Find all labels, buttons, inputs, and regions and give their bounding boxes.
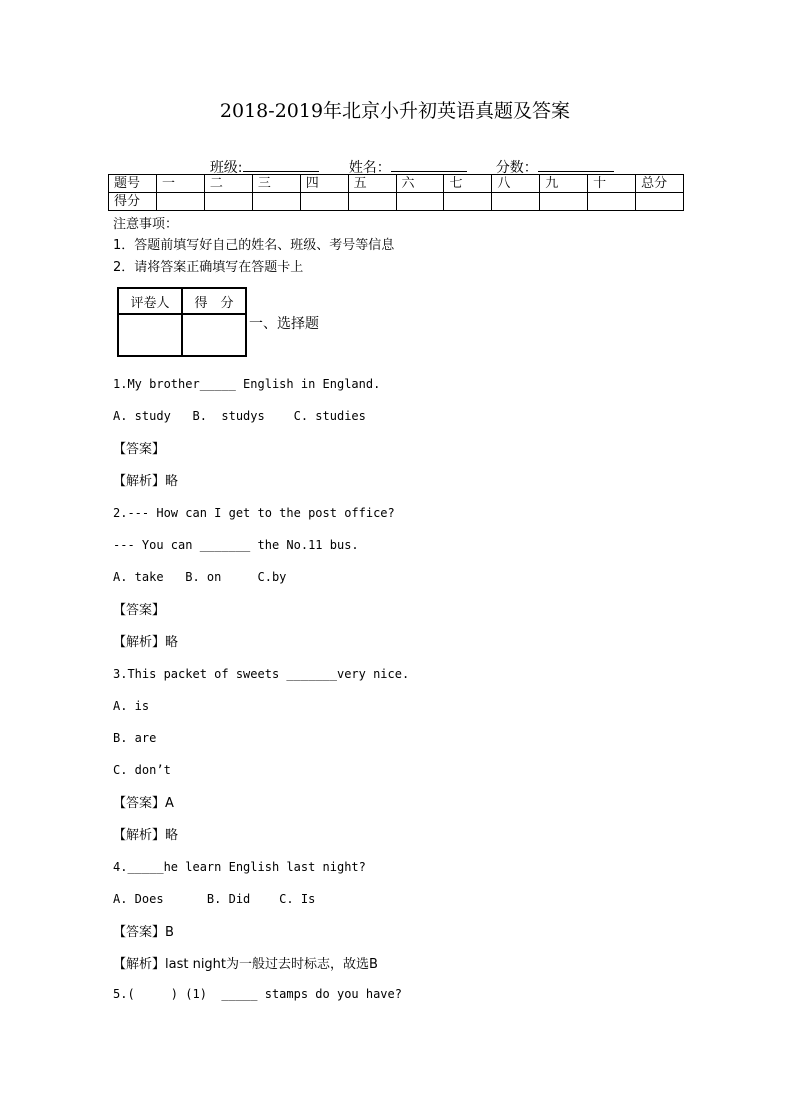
score-table-cell: 七 [444, 175, 492, 193]
answer-line: 【答案】 [113, 442, 166, 457]
grader-cell [182, 314, 246, 356]
question-text: 4._____he learn English last night? [113, 860, 366, 874]
score-table-cell: 十 [588, 175, 636, 193]
score-table-cell: 五 [348, 175, 396, 193]
question-text: --- You can _______ the No.11 bus. [113, 538, 359, 552]
score-table-empty-cell [252, 193, 300, 211]
score-table-cell: 总分 [636, 175, 684, 193]
score-table-empty-cell [396, 193, 444, 211]
notes-item: 1．答题前填写好自己的姓名、班级、考号等信息 [113, 238, 395, 253]
score-table-empty-cell [540, 193, 588, 211]
name-blank [391, 157, 467, 172]
score-table-header-row [109, 175, 684, 193]
class-label: 班级: [209, 160, 243, 176]
question-option: B. are [113, 731, 157, 745]
answer-line: 【答案】B [113, 925, 174, 940]
score-table-empty-cell [204, 193, 252, 211]
grader-cell [118, 314, 182, 356]
analysis-line: 【解析】略 [113, 474, 179, 489]
score-table-cell: 得分 [109, 193, 157, 211]
question-options: A. study B. studys C. studies [113, 409, 366, 423]
score-table-cell: 二 [204, 175, 252, 193]
section-heading: 一、选择题 [249, 316, 319, 332]
class-blank [243, 157, 319, 172]
question-text: 5.( ) (1) _____ stamps do you have? [113, 987, 402, 1001]
grader-header: 得 分 [182, 288, 246, 314]
analysis-line: 【解析】略 [113, 828, 179, 843]
analysis-line: 【解析】last night为一般过去时标志，故选B [113, 957, 378, 972]
score-table-cell: 六 [396, 175, 444, 193]
score-table-empty-cell [348, 193, 396, 211]
answer-line: 【答案】 [113, 603, 166, 618]
score-table-score-row [109, 193, 684, 211]
notes-item: 2．请将答案正确填写在答题卡上 [113, 260, 304, 275]
score-table-empty-cell [492, 193, 540, 211]
score-label: 分数： [495, 160, 538, 176]
question-option: A. is [113, 699, 150, 713]
analysis-line: 【解析】略 [113, 635, 179, 650]
grader-box [117, 287, 247, 357]
question-options: A. take B. on C.by [113, 570, 287, 584]
score-table-empty-cell [588, 193, 636, 211]
score-table-empty-cell [157, 193, 205, 211]
grader-header: 评卷人 [118, 288, 182, 314]
score-table-cell: 九 [540, 175, 588, 193]
name-label: 姓名： [348, 160, 391, 176]
score-blank [538, 157, 614, 172]
score-table-empty-cell [300, 193, 348, 211]
notes-heading: 注意事项： [113, 217, 179, 232]
question-text: 3.This packet of sweets _______very nice. [113, 667, 410, 681]
score-table-cell: 一 [157, 175, 205, 193]
score-table-cell: 四 [300, 175, 348, 193]
page-title: 2018-2019年北京小升初英语真题及答案 [219, 100, 571, 122]
question-options: A. Does B. Did C. Is [113, 892, 316, 906]
question-option: C. don’t [113, 763, 171, 777]
score-table [108, 174, 684, 211]
score-table-empty-cell [444, 193, 492, 211]
question-text: 2.--- How can I get to the post office? [113, 506, 395, 520]
score-table-empty-cell [636, 193, 684, 211]
question-text: 1.My brother_____ English in England. [113, 377, 381, 391]
score-table-cell: 题号 [109, 175, 157, 193]
score-table-cell: 三 [252, 175, 300, 193]
score-table-cell: 八 [492, 175, 540, 193]
answer-line: 【答案】A [113, 796, 174, 811]
